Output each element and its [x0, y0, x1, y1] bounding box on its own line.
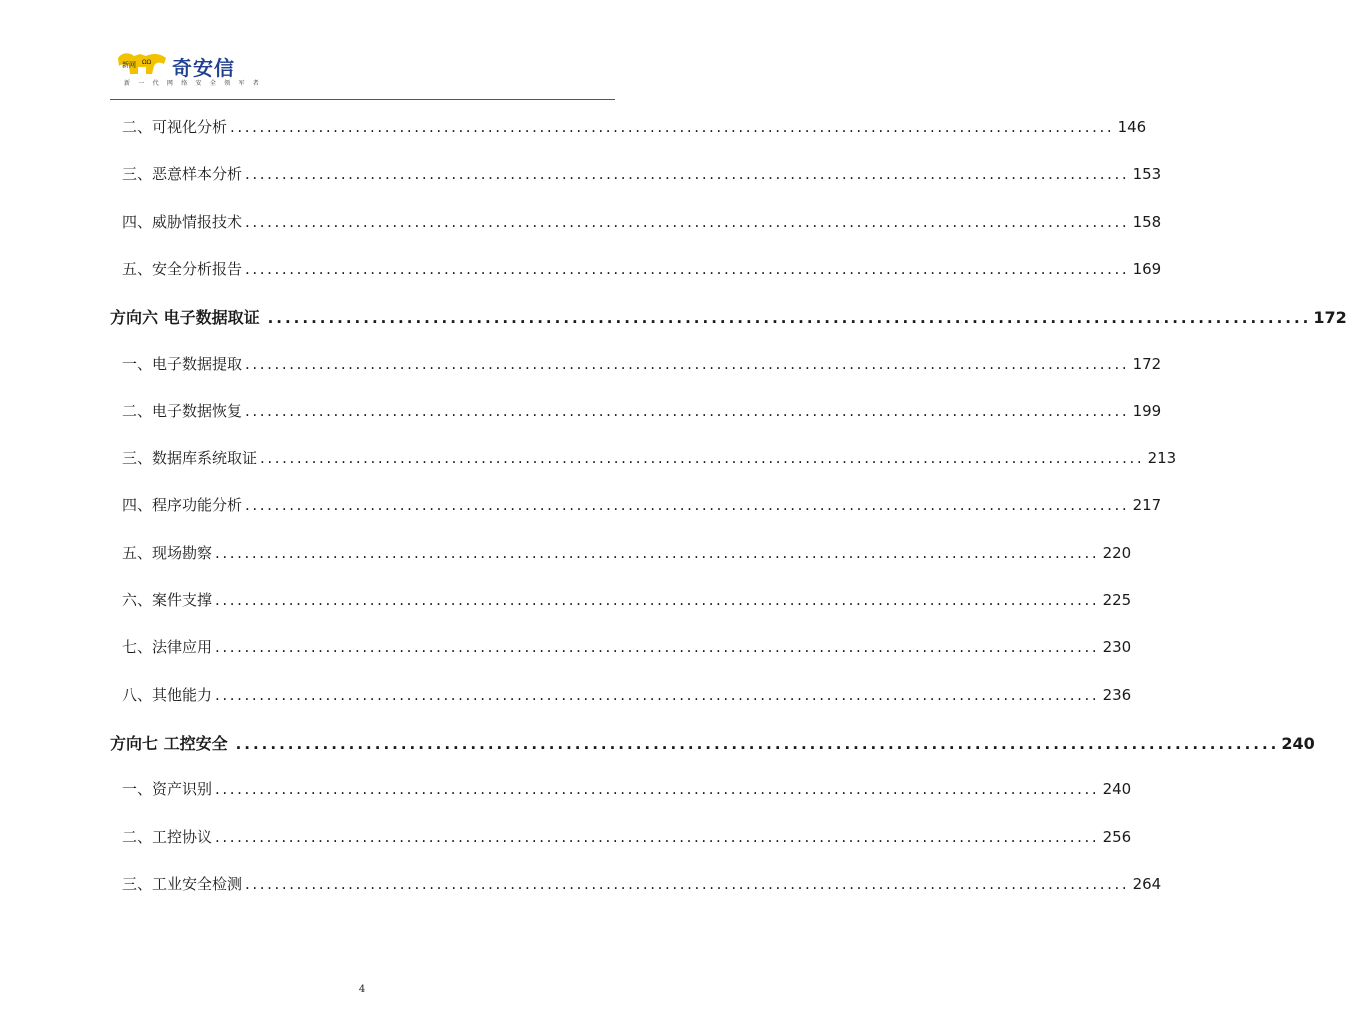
toc-entry-page-number: 169 [1132, 259, 1162, 278]
brand-tagline: 新 一 代 网 络 安 全 领 军 者 [124, 80, 262, 87]
toc-entry[interactable] [110, 589, 1132, 613]
toc-entry-number: 三、 [122, 874, 153, 893]
toc-entry[interactable] [110, 684, 1132, 708]
toc-entry-title: 电子数据提取 [152, 354, 243, 373]
svg-text:ΩΩ: ΩΩ [142, 59, 152, 66]
toc-entry-number: 五、 [122, 259, 153, 278]
toc-entry-number: 一、 [122, 354, 153, 373]
toc-entry-page-number: 236 [1102, 685, 1132, 704]
page-number: 4 [358, 984, 366, 995]
toc-entry-title: 恶意样本分析 [152, 165, 243, 184]
toc-entry-number: 二、 [122, 401, 153, 420]
toc-entry-title: 现场勘察 [152, 543, 213, 562]
toc-entry[interactable] [110, 116, 1147, 140]
toc-entry-title: 工业安全检测 [152, 874, 243, 893]
toc-dot-leader: ........................................................................................................................ [215, 591, 1100, 609]
toc-dot-leader: ........................................................................................................................ [235, 734, 1280, 753]
toc-entry-page-number: 217 [1132, 496, 1162, 515]
toc-entry[interactable] [110, 873, 1162, 897]
toc-entry-page-number: 220 [1102, 543, 1132, 562]
toc-entry-number: 四、 [122, 212, 153, 231]
toc-entry[interactable] [110, 353, 1162, 377]
toc-entry-number: 三、 [122, 449, 153, 468]
toc-entry-number: 二、 [122, 118, 153, 136]
toc-entry[interactable] [110, 778, 1132, 802]
toc-entry-number: 五、 [122, 543, 153, 562]
brand-mark-icon [116, 50, 168, 76]
toc-section-heading[interactable] [110, 305, 1347, 329]
toc-entry-title: 数据库系统取证 [152, 449, 258, 468]
toc-entry-number: 八、 [122, 685, 153, 704]
toc-dot-leader: ........................................................................................................................ [215, 780, 1100, 799]
toc-entry-title: 电子数据恢复 [152, 401, 243, 420]
toc-entry-page-number: 199 [1132, 401, 1162, 420]
toc-dot-leader: ........................................................................................................................ [245, 259, 1130, 278]
toc-entry-title: 工控协议 [152, 827, 213, 846]
toc-entry[interactable] [110, 258, 1162, 282]
toc-entry-page-number: 158 [1132, 212, 1162, 231]
toc-entry-title: 可视化分析 [152, 118, 228, 136]
toc-dot-leader: ........................................................................................................................ [245, 496, 1130, 515]
toc-entry-title: 方向六 电子数据取证 [110, 308, 260, 328]
toc-section-heading[interactable] [110, 731, 1315, 755]
toc-entry[interactable] [110, 826, 1132, 850]
toc-entry[interactable] [110, 163, 1162, 187]
svg-text:新网: 新网 [122, 61, 136, 69]
toc-entry-page-number: 146 [1117, 118, 1147, 136]
toc-entry-title: 安全分析报告 [152, 259, 243, 278]
toc-entry-number: 一、 [122, 780, 153, 799]
toc-entry-page-number: 256 [1102, 827, 1132, 846]
toc-entry-page-number: 172 [1132, 354, 1162, 373]
toc-entry-number: 三、 [122, 165, 153, 184]
toc-entry-title: 法律应用 [152, 638, 213, 657]
toc-dot-leader: ........................................................................................................................ [245, 212, 1130, 231]
toc-dot-leader: ........................................................................................................................ [245, 165, 1130, 184]
toc-dot-leader: ........................................................................................................................ [245, 401, 1130, 420]
toc-dot-leader: ........................................................................................................................ [230, 118, 1115, 136]
company-logo [116, 48, 316, 90]
toc-dot-leader: ........................................................................................................................ [245, 354, 1130, 373]
toc-dot-leader: ........................................................................................................................ [260, 449, 1145, 468]
toc-entry-page-number: 240 [1281, 733, 1315, 753]
header-divider [110, 99, 615, 100]
toc-entry-page-number: 264 [1132, 874, 1162, 893]
toc-entry[interactable] [110, 447, 1177, 471]
toc-dot-leader: ........................................................................................................................ [245, 874, 1130, 893]
toc-entry[interactable] [110, 636, 1132, 660]
toc-entry-page-number: 213 [1147, 449, 1177, 468]
toc-entry-title: 案件支撑 [152, 591, 213, 609]
toc-entry-page-number: 225 [1102, 591, 1132, 609]
toc-entry-number: 二、 [122, 827, 153, 846]
toc-entry[interactable] [110, 494, 1162, 518]
toc-entry-page-number: 230 [1102, 638, 1132, 657]
toc-entry-page-number: 153 [1132, 165, 1162, 184]
toc-entry-title: 威胁情报技术 [152, 212, 243, 231]
toc-dot-leader: ........................................................................................................................ [215, 685, 1100, 704]
toc-entry-title: 其他能力 [152, 685, 213, 704]
toc-entry[interactable] [110, 400, 1162, 424]
toc-entry-title: 方向七 工控安全 [110, 733, 228, 753]
toc-entry-number: 六、 [122, 591, 153, 609]
toc-entry[interactable] [110, 542, 1132, 566]
toc-entry-title: 程序功能分析 [152, 496, 243, 515]
brand-name: 奇安信 [172, 56, 235, 80]
toc-entry-title: 资产识别 [152, 780, 213, 799]
toc-dot-leader: ........................................................................................................................ [267, 309, 1312, 328]
page-header [110, 48, 615, 100]
toc-dot-leader: ........................................................................................................................ [215, 827, 1100, 846]
toc-entry-page-number: 172 [1313, 308, 1347, 328]
toc-entry-page-number: 240 [1102, 780, 1132, 799]
toc-entry[interactable] [110, 211, 1162, 235]
toc-dot-leader: ........................................................................................................................ [215, 543, 1100, 562]
toc-entry-number: 四、 [122, 496, 153, 515]
toc-dot-leader: ........................................................................................................................ [215, 638, 1100, 657]
toc-entry-number: 七、 [122, 638, 153, 657]
